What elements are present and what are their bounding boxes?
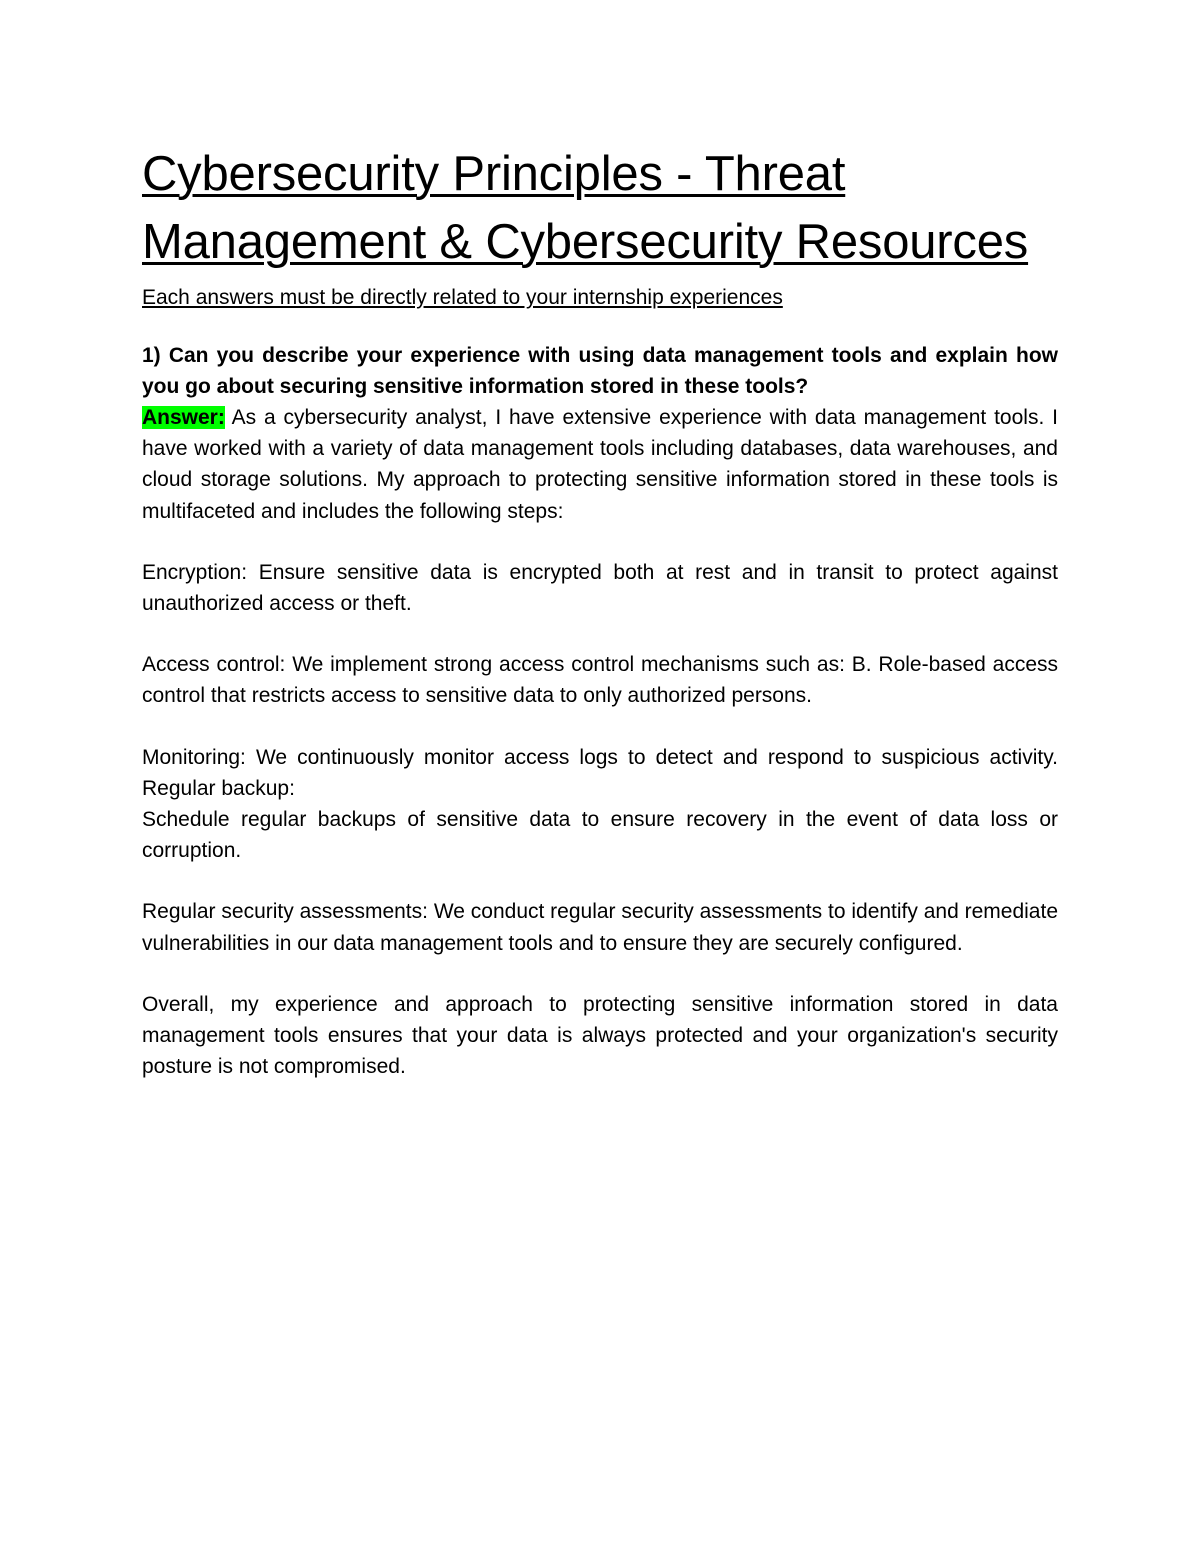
answer-text: As a cybersecurity analyst, I have extensive experience with data management tools. I have worked with a variety of data management tools including databases, data warehouses, and cloud storage solutions. My approach to protecting sensitive information stored in these tools is multifaceted and includes the following steps: xyxy=(142,406,1058,523)
question-1: 1) Can you describe your experience with using data management tools and explain how you go about securing sensitive information stored in these tools? xyxy=(142,344,1058,398)
answer-label: Answer: xyxy=(142,406,225,429)
paragraph-backup: Schedule regular backups of sensitive data to ensure recovery in the event of data loss or corruption. xyxy=(142,808,1058,863)
paragraph-assessments: Regular security assessments: We conduct regular security assessments to identify and remediate vulnerabilities in our data management tools and to ensure they are securely configured. xyxy=(142,900,1058,955)
paragraph-access-control: Access control: We implement strong access control mechanisms such as: B. Role-based access control that restricts access to sensitive data to only authorized persons. xyxy=(142,653,1058,708)
answer-paragraph xyxy=(142,402,1058,527)
document-page xyxy=(142,140,1058,1082)
document-subtitle: Each answers must be directly related to your internship experiences xyxy=(142,286,783,309)
paragraph-monitoring: Monitoring: We continuously monitor access logs to detect and respond to suspicious activity. Regular backup: xyxy=(142,745,1058,800)
paragraph-encryption: Encryption: Ensure sensitive data is encrypted both at rest and in transit to protect against unauthorized access or theft. xyxy=(142,560,1058,616)
paragraph-overall: Overall, my experience and approach to protecting sensitive information stored in data management tools ensures that your data is always protected and your organization's security posture is not compromised. xyxy=(142,992,1058,1079)
document-title: Cybersecurity Principles - Threat Management & Cybersecurity Resources xyxy=(142,147,1029,269)
